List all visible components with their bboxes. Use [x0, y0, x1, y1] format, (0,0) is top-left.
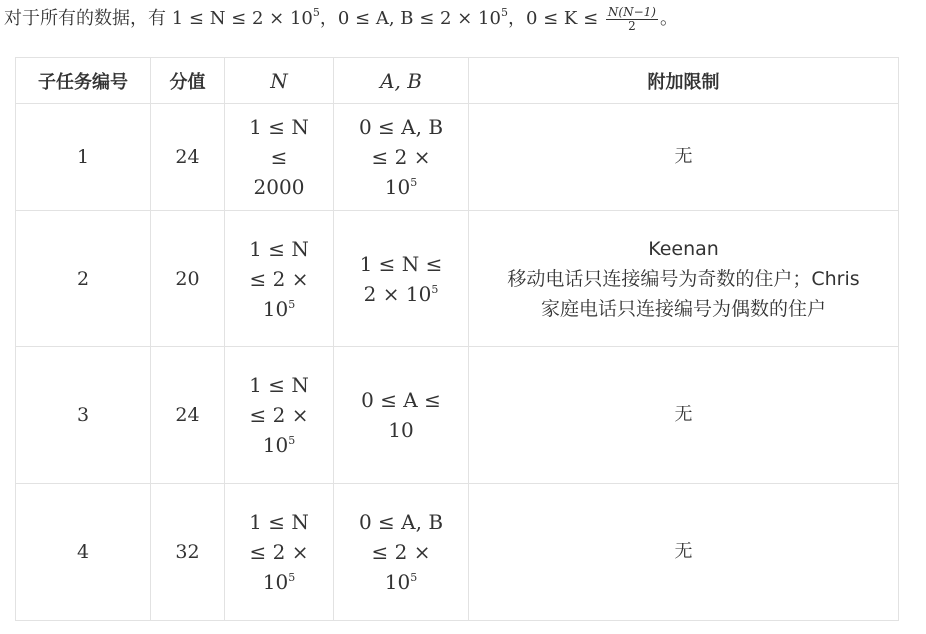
constraint-k [525, 4, 660, 33]
constraint-ab [338, 8, 508, 29]
cell-score: 32 [151, 484, 225, 621]
constraint-k-fraction [606, 6, 658, 33]
header-score: 分值 [151, 58, 225, 104]
cell-n-range [225, 484, 334, 621]
cell-restriction [469, 211, 899, 347]
restriction-line: 移动电话只连接编号为奇数的住户；Chris [507, 267, 860, 290]
intro-suffix: 。 [659, 8, 678, 29]
ab-range [356, 507, 446, 597]
ab-range-exp: 5 [431, 282, 439, 296]
n-range-text: 1 ≤ N ≤ 2000 [249, 115, 309, 199]
restriction-line: 家庭电话只连接编号为偶数的住户 [540, 297, 826, 320]
subtask-table [15, 57, 899, 621]
n-range-text: 1 ≤ N ≤ 2 × 10 [249, 373, 309, 457]
constraint-k-text: 0 ≤ K ≤ [525, 8, 604, 29]
ab-range [356, 249, 446, 309]
constraint-ab-exp: 5 [500, 6, 508, 19]
restriction-line: Keenan [648, 237, 719, 260]
cell-restriction: 无 [469, 484, 899, 621]
n-range-exp: 5 [288, 571, 296, 584]
ab-range-text: 1 ≤ N ≤ 2 × 10 [359, 251, 443, 306]
header-subtask-id: 子任务编号 [16, 58, 151, 104]
ab-range-exp: 5 [410, 571, 418, 584]
header-ab: A, B [334, 58, 469, 104]
intro-sep-1: ， [319, 8, 338, 29]
cell-n-range [225, 211, 334, 347]
intro-sep-2: ， [507, 8, 526, 29]
ab-range-exp: 5 [410, 176, 418, 189]
n-range [249, 370, 309, 460]
table-row [16, 347, 899, 484]
constraint-ab-text: 0 ≤ A, B ≤ 2 × 10 [337, 8, 501, 29]
n-range-text: 1 ≤ N ≤ 2 × 10 [249, 236, 309, 321]
table-row [16, 484, 899, 621]
cell-subtask-id: 3 [16, 347, 151, 484]
cell-subtask-id: 1 [16, 104, 151, 211]
n-range [249, 507, 309, 597]
constraint-n-exp: 5 [312, 6, 320, 19]
n-range-exp: 5 [288, 434, 296, 447]
n-range-exp: 5 [288, 297, 296, 311]
fraction-denominator: 2 [628, 18, 636, 33]
intro-prefix: 对于所有的数据，有 [4, 8, 172, 29]
cell-score: 24 [151, 104, 225, 211]
n-range [249, 234, 309, 324]
n-range-text: 1 ≤ N ≤ 2 × 10 [249, 510, 309, 594]
cell-n-range [225, 104, 334, 211]
cell-restriction: 无 [469, 104, 899, 211]
cell-ab-range [334, 347, 469, 484]
header-restriction: 附加限制 [469, 58, 899, 104]
table-row [16, 211, 899, 347]
table-row [16, 104, 899, 211]
constraints-intro [4, 2, 678, 36]
cell-ab-range [334, 484, 469, 621]
fraction-numerator: N(N−1) [607, 4, 656, 19]
cell-subtask-id: 2 [16, 211, 151, 347]
constraint-n [172, 8, 320, 29]
cell-ab-range [334, 104, 469, 211]
table-header-row [16, 58, 899, 104]
cell-n-range [225, 347, 334, 484]
cell-ab-range [334, 211, 469, 347]
cell-score: 20 [151, 211, 225, 347]
ab-range [356, 112, 446, 202]
constraint-n-text: 1 ≤ N ≤ 2 × 10 [171, 8, 313, 29]
cell-restriction: 无 [469, 347, 899, 484]
ab-range-text: 0 ≤ A ≤ 10 [361, 388, 441, 442]
ab-range-text: 0 ≤ A, B ≤ 2 × 10 [358, 510, 444, 594]
cell-score: 24 [151, 347, 225, 484]
ab-range-text: 0 ≤ A, B ≤ 2 × 10 [358, 115, 444, 199]
header-n: N [225, 58, 334, 104]
cell-subtask-id: 4 [16, 484, 151, 621]
